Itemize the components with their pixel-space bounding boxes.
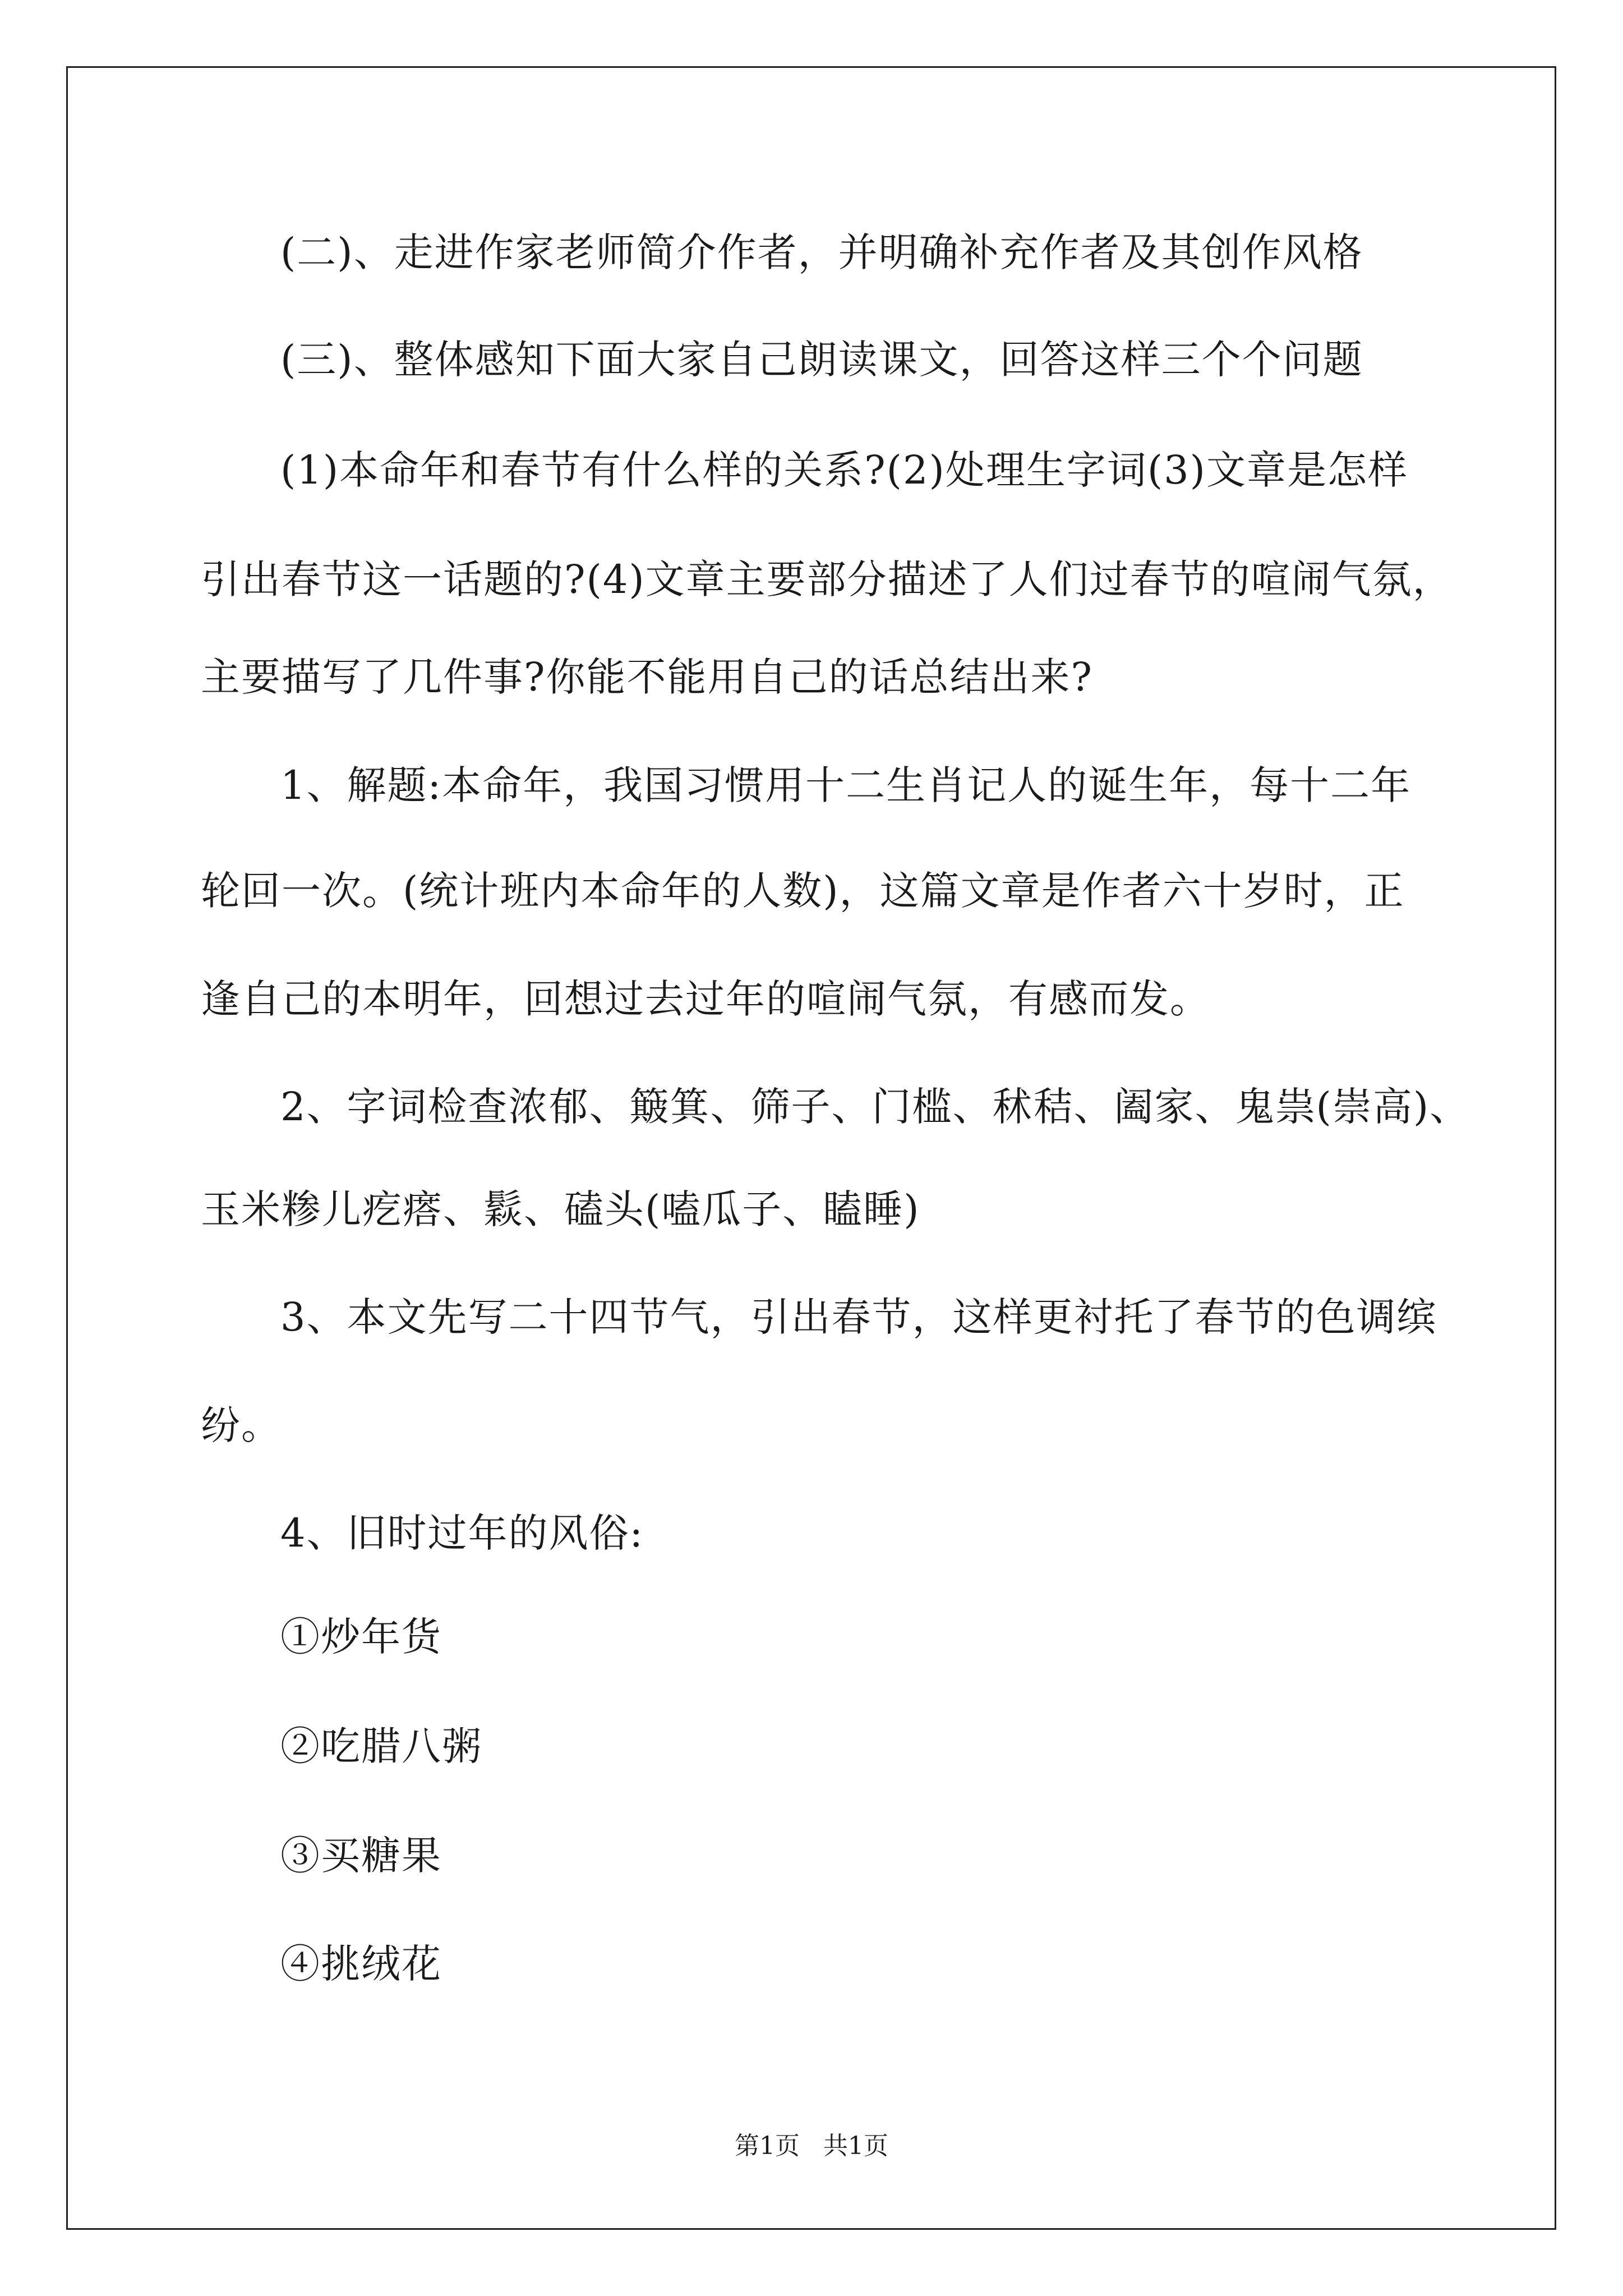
text-line: (二)、走进作家老师简介作者，并明确补充作者及其创作风格 <box>280 229 1363 275</box>
text-line: 2、字词检查浓郁、簸箕、筛子、门槛、秫秸、阖家、鬼祟(崇高)、 <box>280 1084 1470 1130</box>
list-item: ③买糖果 <box>280 1833 442 1879</box>
text-line: 1、解题:本命年，我国习惯用十二生肖记人的诞生年，每十二年 <box>280 762 1412 808</box>
list-item: ④挑绒花 <box>280 1941 442 1987</box>
text-line: 逢自己的本明年，回想过去过年的喧闹气氛，有感而发。 <box>201 976 1210 1022</box>
text-line: 纷。 <box>201 1402 282 1448</box>
text-line: 引出春节这一话题的?(4)文章主要部分描述了人们过春节的喧闹气氛， <box>201 556 1453 602</box>
text-line: 主要描写了几件事?你能不能用自己的话总结出来? <box>201 654 1094 700</box>
text-line: 玉米糁儿疙瘩、鬏、磕头(嗑瓜子、瞌睡) <box>201 1186 920 1232</box>
text-line: 轮回一次。(统计班内本命年的人数)，这篇文章是作者六十岁时，正 <box>201 868 1405 914</box>
list-item: ①炒年货 <box>280 1614 442 1660</box>
list-item: ②吃腊八粥 <box>280 1723 482 1769</box>
text-line: 4、旧时过年的风俗: <box>280 1510 644 1556</box>
page-number-footer: 第1页 共1页 <box>735 2132 888 2160</box>
text-line: (三)、整体感知下面大家自己朗读课文，回答这样三个个问题 <box>280 337 1363 383</box>
text-line: (1)本命年和春节有什么样的关系?(2)处理生字词(3)文章是怎样 <box>280 447 1408 493</box>
page-border <box>66 66 1556 2230</box>
text-line: 3、本文先写二十四节气，引出春节，这样更衬托了春节的色调缤 <box>280 1294 1437 1340</box>
